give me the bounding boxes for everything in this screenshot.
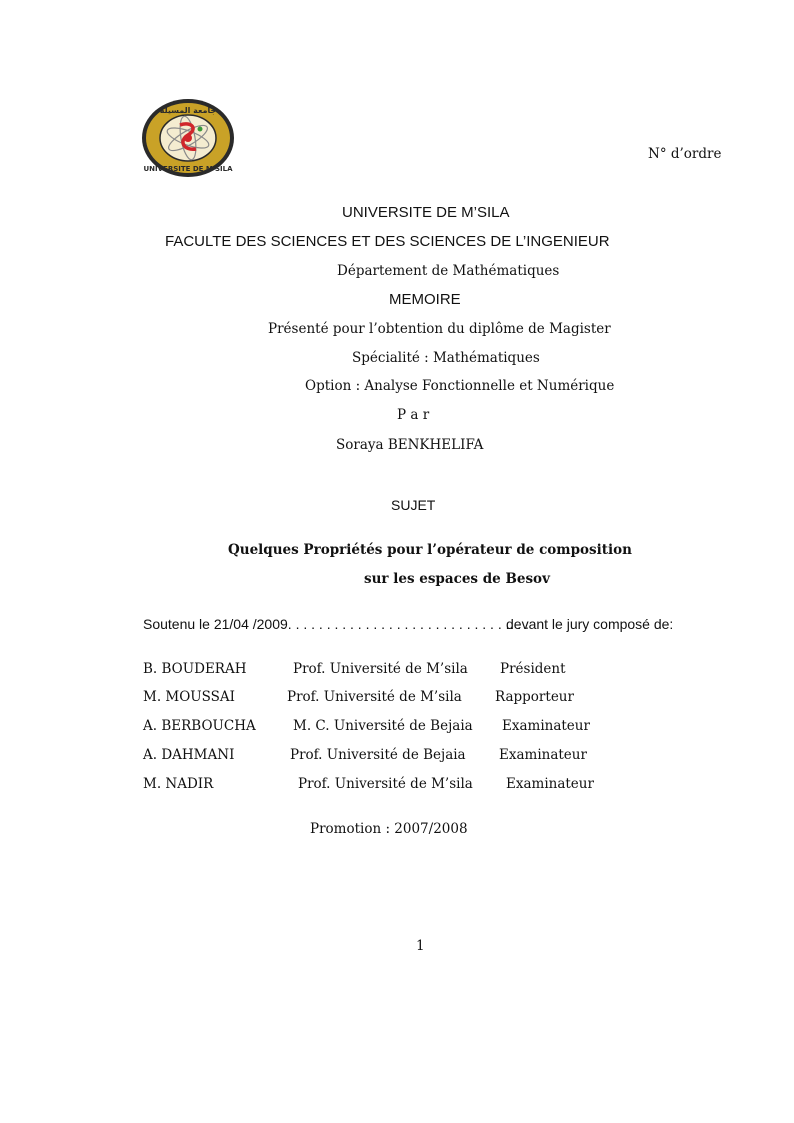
- document-purpose: Présenté pour l’obtention du diplôme de Magister: [268, 321, 611, 337]
- university-name: UNIVERSITE DE M’SILA: [342, 204, 510, 221]
- svg-text:UNIVERSITE DE M'SILA: UNIVERSITE DE M'SILA: [143, 165, 233, 173]
- speciality: Spécialité : Mathématiques: [352, 350, 540, 366]
- department-name: Département de Mathématiques: [337, 263, 560, 279]
- jury-row: [0, 776, 794, 796]
- by-label: P a r: [397, 407, 430, 423]
- subject-title-line2: sur les espaces de Besov: [364, 571, 550, 587]
- defense-suffix: devant le jury composé de:: [506, 616, 674, 632]
- jury-name: A. BERBOUCHA: [143, 718, 256, 734]
- jury-title: Prof. Université de Bejaia: [290, 747, 466, 763]
- jury-role: Examinateur: [499, 747, 587, 763]
- jury-role: Examinateur: [502, 718, 590, 734]
- promotion: Promotion : 2007/2008: [310, 821, 468, 837]
- svg-text:جامعة المسيلة: جامعة المسيلة: [159, 106, 217, 115]
- jury-role: Président: [500, 661, 566, 677]
- subject-title-line1: Quelques Propriétés pour l’opérateur de composition: [228, 542, 632, 558]
- jury-name: B. BOUDERAH: [143, 661, 247, 677]
- jury-role: Examinateur: [506, 776, 594, 792]
- jury-title: Prof. Université de M’sila: [287, 689, 462, 705]
- option: Option : Analyse Fonctionnelle et Numérique: [305, 378, 615, 394]
- jury-row: [0, 689, 794, 709]
- author-name: Soraya BENKHELIFA: [336, 437, 484, 453]
- jury-row: [0, 661, 794, 681]
- defense-date: Soutenu le 21/04 /2009. . . . . . . . . . . . . . . . . . . . . . . . . . . . .. . .: [143, 616, 529, 632]
- jury-name: M. NADIR: [143, 776, 214, 792]
- document-type: MEMOIRE: [389, 291, 461, 308]
- order-number-label: N° d’ordre: [648, 146, 722, 162]
- jury-title: Prof. Université de M’sila: [293, 661, 468, 677]
- faculty-name: FACULTE DES SCIENCES ET DES SCIENCES DE L’INGENIEUR: [165, 233, 610, 250]
- jury-row: [0, 747, 794, 767]
- jury-name: M. MOUSSAI: [143, 689, 236, 705]
- jury-title: M. C. Université de Bejaia: [293, 718, 473, 734]
- jury-row: [0, 718, 794, 738]
- university-logo: [140, 97, 236, 179]
- page-number: 1: [416, 938, 425, 954]
- jury-role: Rapporteur: [495, 689, 574, 705]
- subject-label: SUJET: [391, 497, 436, 513]
- jury-title: Prof. Université de M’sila: [298, 776, 473, 792]
- jury-name: A. DAHMANI: [143, 747, 235, 763]
